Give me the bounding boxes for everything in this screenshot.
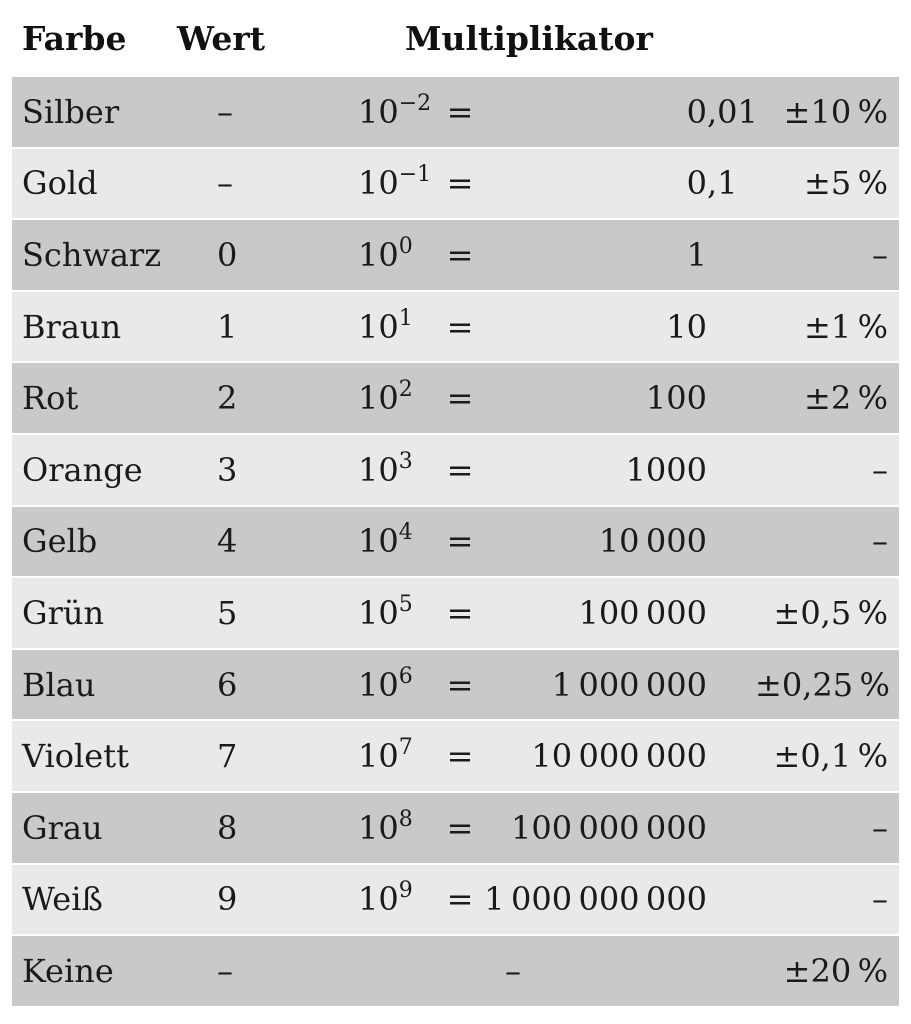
power-base: 10 bbox=[358, 379, 399, 418]
table-row bbox=[12, 220, 899, 290]
digit-value: 3 bbox=[217, 450, 238, 489]
tolerance-value: – bbox=[872, 235, 888, 274]
color-name: Blau bbox=[22, 665, 96, 704]
color-name: Violett bbox=[22, 737, 129, 776]
color-name: Rot bbox=[22, 379, 79, 418]
power-exponent: 3 bbox=[398, 448, 413, 474]
digit-value: 9 bbox=[217, 880, 238, 919]
multiplier-value-integer: 1000 bbox=[625, 450, 707, 489]
table-row bbox=[12, 793, 899, 863]
equals-sign: = bbox=[446, 737, 474, 776]
power-exponent: 2 bbox=[398, 377, 413, 403]
digit-value: 7 bbox=[217, 737, 238, 776]
tolerance-value: ±0,1 % bbox=[773, 737, 888, 776]
multiplier-value-integer: 100 000 bbox=[578, 593, 707, 632]
equals-sign: = bbox=[446, 880, 474, 919]
table-row bbox=[12, 865, 899, 935]
equals-sign: = bbox=[446, 235, 474, 274]
power-exponent: −1 bbox=[398, 162, 432, 188]
table-row bbox=[12, 650, 899, 720]
power-base: 10 bbox=[358, 522, 399, 561]
power-base: 10 bbox=[358, 665, 399, 704]
power-base: 10 bbox=[358, 808, 399, 847]
power-base: 10 bbox=[358, 235, 399, 274]
table-row bbox=[12, 292, 899, 362]
color-name: Silber bbox=[22, 92, 120, 131]
tolerance-value: – bbox=[872, 450, 888, 489]
table-row bbox=[12, 77, 899, 147]
table-row bbox=[12, 363, 899, 433]
multiplier-value-decimal: ,1 bbox=[707, 164, 738, 203]
table-row bbox=[12, 149, 899, 219]
table-row bbox=[12, 435, 899, 505]
resistor-color-code-table bbox=[12, 0, 899, 1006]
color-name: Orange bbox=[22, 450, 143, 489]
equals-sign: = bbox=[446, 164, 474, 203]
power-exponent: 8 bbox=[398, 806, 413, 832]
digit-value: 5 bbox=[217, 593, 238, 632]
equals-sign: = bbox=[446, 808, 474, 847]
digit-value: 4 bbox=[217, 522, 238, 561]
tolerance-value: ±0,25 % bbox=[755, 665, 890, 704]
color-name: Grün bbox=[22, 593, 105, 632]
equals-sign: = bbox=[446, 665, 474, 704]
tolerance-value: ±20 % bbox=[783, 951, 888, 990]
power-base: 10 bbox=[358, 92, 399, 131]
multiplier-power bbox=[348, 233, 445, 274]
equals-sign: = bbox=[446, 522, 474, 561]
digit-value: 2 bbox=[217, 379, 238, 418]
power-exponent: 5 bbox=[398, 591, 413, 617]
multiplier-power bbox=[348, 305, 445, 346]
table-header-row bbox=[12, 0, 899, 77]
color-name: Braun bbox=[22, 307, 122, 346]
multiplier-value-integer: 100 000 000 bbox=[510, 808, 707, 847]
multiplier-power bbox=[348, 806, 445, 847]
multiplier-power bbox=[348, 520, 445, 561]
equals-sign: = bbox=[446, 593, 474, 632]
digit-value: – bbox=[217, 164, 233, 203]
color-name: Schwarz bbox=[22, 235, 162, 274]
multiplier-value-integer: 0 bbox=[686, 164, 707, 203]
table-row bbox=[12, 936, 899, 1006]
color-name: Grau bbox=[22, 808, 103, 847]
multiplier-power bbox=[348, 377, 445, 418]
multiplier-power bbox=[348, 878, 445, 919]
tolerance-value: ±5 % bbox=[804, 164, 888, 203]
power-base: 10 bbox=[358, 880, 399, 919]
equals-sign: = bbox=[446, 379, 474, 418]
color-name: Keine bbox=[22, 951, 114, 990]
multiplier-value-integer: 100 bbox=[645, 379, 707, 418]
power-base: 10 bbox=[358, 307, 399, 346]
tolerance-value: – bbox=[872, 522, 888, 561]
header-farbe: Farbe bbox=[22, 19, 127, 58]
color-name: Gelb bbox=[22, 522, 98, 561]
power-exponent: 4 bbox=[398, 520, 413, 546]
digit-value: 1 bbox=[217, 307, 238, 346]
table-row bbox=[12, 507, 899, 577]
equals-sign: = bbox=[446, 307, 474, 346]
no-multiplier-dash: – bbox=[505, 951, 521, 990]
tolerance-value: ±1 % bbox=[804, 307, 888, 346]
power-base: 10 bbox=[358, 450, 399, 489]
tolerance-value: – bbox=[872, 808, 888, 847]
header-wert: Wert bbox=[177, 19, 265, 58]
digit-value: 6 bbox=[217, 665, 238, 704]
multiplier-value-integer: 10 000 000 bbox=[531, 737, 707, 776]
equals-sign: = bbox=[446, 450, 474, 489]
table-row bbox=[12, 578, 899, 648]
tolerance-value: ±2 % bbox=[804, 379, 888, 418]
table-row bbox=[12, 721, 899, 791]
multiplier-power bbox=[348, 591, 445, 632]
digit-value: 0 bbox=[217, 235, 238, 274]
table-body bbox=[12, 77, 899, 1006]
power-base: 10 bbox=[358, 737, 399, 776]
multiplier-value-integer: 1 000 000 000 bbox=[484, 880, 707, 919]
multiplier-power bbox=[348, 90, 445, 131]
color-name: Weiß bbox=[22, 880, 103, 919]
multiplier-value-integer: 10 000 bbox=[598, 522, 707, 561]
multiplier-power bbox=[348, 448, 445, 489]
multiplier-value-integer: 0 bbox=[686, 92, 707, 131]
multiplier-power bbox=[348, 735, 445, 776]
power-exponent: 1 bbox=[398, 305, 413, 331]
color-name: Gold bbox=[22, 164, 98, 203]
digit-value: – bbox=[217, 92, 233, 131]
power-exponent: 7 bbox=[398, 735, 413, 761]
power-exponent: −2 bbox=[398, 90, 432, 116]
equals-sign: = bbox=[446, 92, 474, 131]
tolerance-value: ±0,5 % bbox=[773, 593, 888, 632]
power-exponent: 6 bbox=[398, 663, 413, 689]
power-base: 10 bbox=[358, 164, 399, 203]
tolerance-value: ±10 % bbox=[783, 92, 888, 131]
multiplier-value-integer: 1 000 000 bbox=[551, 665, 707, 704]
multiplier-power bbox=[348, 663, 445, 704]
header-multiplikator: Multiplikator bbox=[405, 19, 653, 58]
multiplier-value-integer: 10 bbox=[666, 307, 707, 346]
digit-value: 8 bbox=[217, 808, 238, 847]
tolerance-value: – bbox=[872, 880, 888, 919]
power-base: 10 bbox=[358, 593, 399, 632]
multiplier-power bbox=[348, 162, 445, 203]
multiplier-value-decimal: ,01 bbox=[707, 92, 758, 131]
power-exponent: 9 bbox=[398, 878, 413, 904]
multiplier-value-integer: 1 bbox=[686, 235, 707, 274]
power-exponent: 0 bbox=[398, 233, 413, 259]
digit-value: – bbox=[217, 951, 233, 990]
